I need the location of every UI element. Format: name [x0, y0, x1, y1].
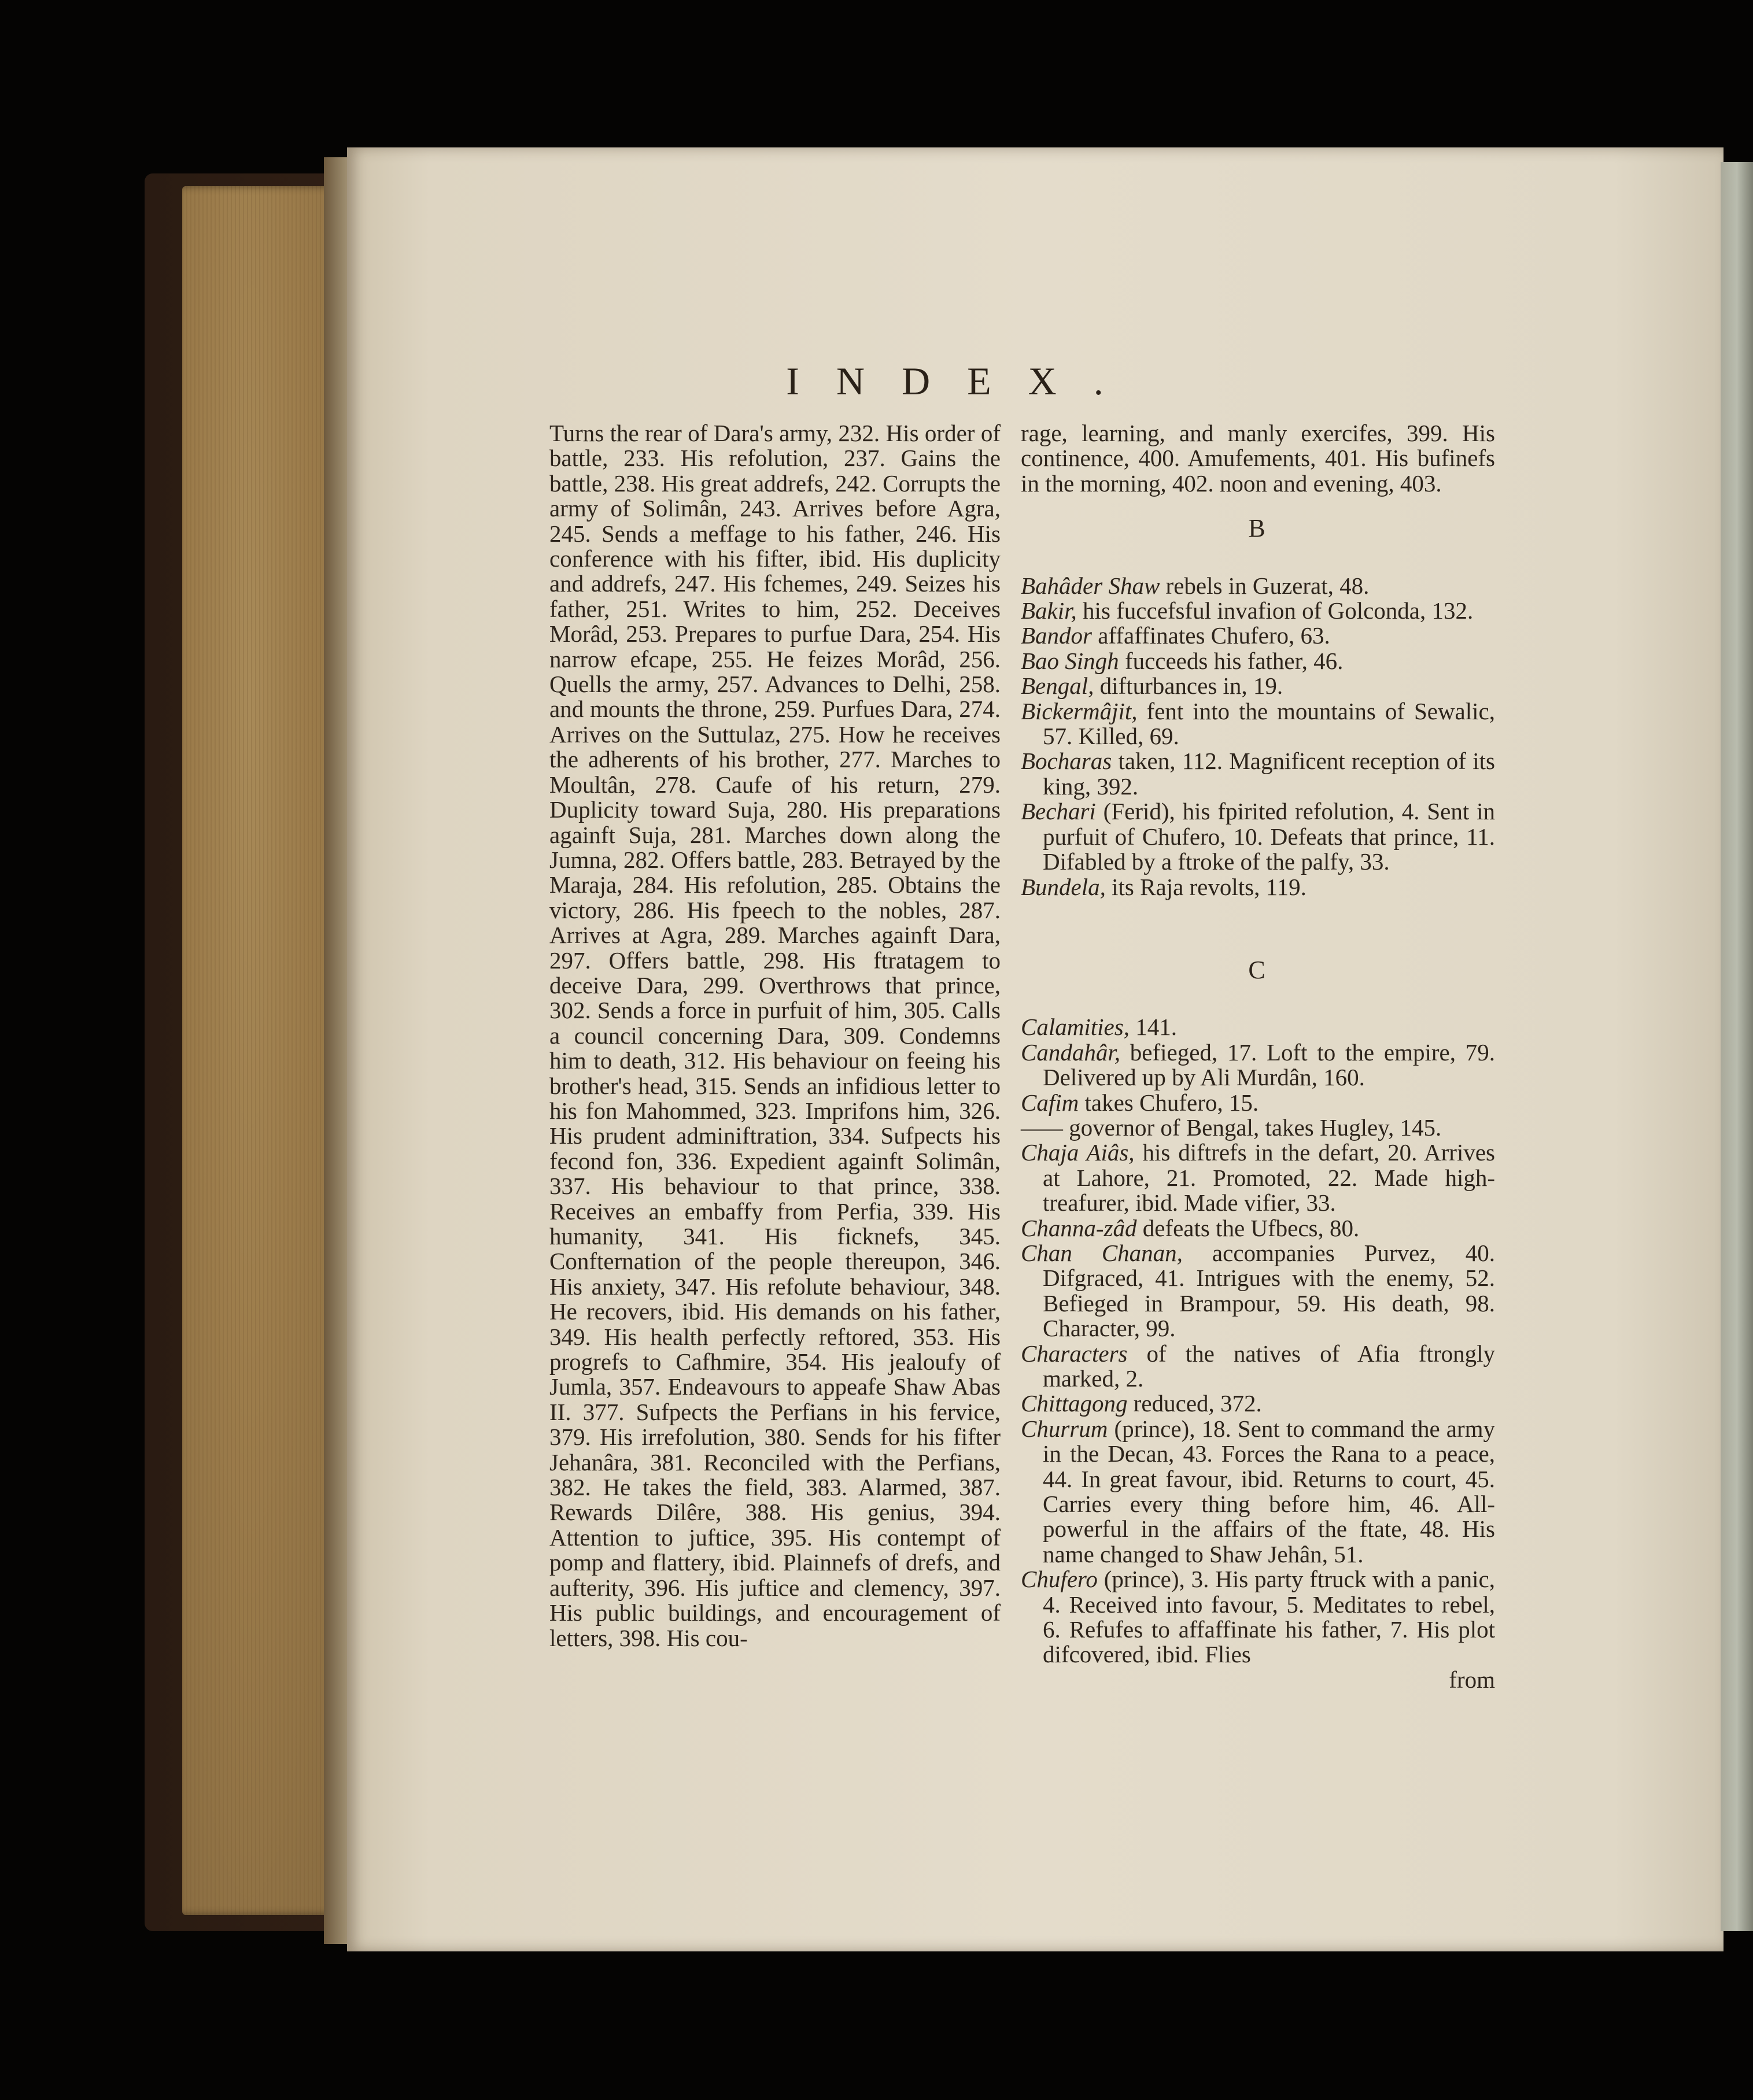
index-entry — [1021, 1417, 1495, 1567]
index-entry-text: his diftrefs in the defart, 20. Arrives at Lahore, 21. Promoted, 22. Made high-treafurer, ibid. Made vifier, 33. — [1043, 1139, 1496, 1217]
section-heading-c: C — [1248, 955, 1268, 984]
index-entry-term: Channa-zâd — [1021, 1214, 1137, 1241]
index-entry — [1021, 649, 1495, 674]
index-entry — [1021, 1015, 1495, 1040]
index-entry-text: affaffinates Chufero, 63. — [1092, 622, 1330, 649]
index-entry-term: Characters — [1021, 1340, 1128, 1367]
page-header: INDEX. — [786, 359, 1141, 403]
index-entry-text: (prince), 3. His party ftruck with a panic, 4. Received into favour, 5. Meditates to rebel, 6. Refufes to affaffinate his father, 7. His plot difcovered, ibid. Flies — [1043, 1566, 1495, 1668]
index-entry-text: its Raja revolts, 119. — [1105, 873, 1307, 900]
index-entry — [1021, 1391, 1495, 1416]
index-column-left — [549, 421, 1001, 1651]
index-entry — [1021, 1216, 1495, 1241]
index-entry-term: Churrum — [1021, 1415, 1108, 1442]
index-entry-term: Candahâr, — [1021, 1038, 1121, 1066]
index-entry-text: 141. — [1129, 1014, 1177, 1041]
index-entry-term: Chittagong — [1021, 1390, 1128, 1417]
index-entry-term: Bakir, — [1021, 597, 1077, 624]
left-column-text: Turns the rear of Dara's army, 232. His order of battle, 233. His refolution, 237. Gains the battle, 238. His great addrefs, 242. Corrupts the army of Solimân, 243. Arrives before Agra, 245. Sends a meffage to his father, 246. His conference with his fifter, ibid. His duplicity and addrefs, 247. His fchemes, 249. Seizes his father, 251. Writes to him, 252. Deceives Morâd, 253. Prepares to purfue Dara, 254. His narrow efcape, 255. He feizes Morâd, 256. Quells the army, 257. Advances to Delhi, 258. and mounts the throne, 259. Purfues Dara, 274. Arrives on the Suttulaz, 275. How he receives the adherents of his brother, 277. Marches to Moultân, 278. Caufe of his return, 279. Duplicity toward Suja, 280. His preparations againft Suja, 281. Marches down along the Jumna, 282. Offers battle, 283. Betrayed by the Maraja, 284. His refolution, 285. Obtains the victory, 286. His fpeech to the nobles, 287. Arrives at Agra, 289. Marches againft Dara, 297. Offers battle, 298. His ftratagem to deceive Dara, 299. Overthrows that prince, 302. Sends a force in purfuit of him, 305. Calls a council concerning Dara, 309. Condemns him to death, 312. His behaviour on feeing his brother's head, 315. Sends an infidious letter to his fon Mahommed, 323. Imprifons him, 326. His prudent adminiftration, 334. Sufpects his fecond fon, 336. Expedient againft Solimân, 337. His behaviour to that prince, 338. Receives an embaffy from Perfia, 339. His humanity, 341. His ficknefs, 345. Confternation of the people thereupon, 346. His anxiety, 347. His refolute behaviour, 348. He recovers, ibid. His demands on his father, 349. His health perfectly reftored, 353. His progrefs to Cafhmire, 354. His jealoufy of Jumla, 357. Endeavours to appeafe Shaw Abas II. 377. Sufpects the Perfians in his fervice, 379. His irrefolution, 380. Sends for his fifter Jehanâra, 381. Reconciled with the Perfians, 382. He takes the field, 383. Alarmed, 387. Rewards Dilêre, 388. His genius, 394. Attention to juftice, 395. His contempt of pomp and flattery, ibid. Plainnefs of drefs, and aufterity, 396. His juftice and clemency, 397. His public buildings, and encouragement of letters, 398. His cou- — [549, 420, 1001, 1651]
index-entry-text: fucceeds his father, 46. — [1119, 647, 1344, 674]
index-entry — [1021, 623, 1495, 648]
index-entry-text: his fuccefsful invafion of Golconda, 132. — [1076, 597, 1474, 624]
index-entry — [1021, 1040, 1495, 1090]
index-entry — [1021, 1341, 1495, 1392]
index-entry-text: (prince), 18. Sent to command the army in the Decan, 43. Forces the Rana to a peace, 44. In great favour, ibid. Returns to court, 45. Carries every thing before him, 46. All-powerful in the affairs of the ftate, 48. His name changed to Shaw Jehân, 51. — [1043, 1415, 1495, 1567]
index-entry-text: accompanies Purvez, 40. Difgraced, 41. Intrigues with the enemy, 52. Befieged in Brampour, 59. His death, 98. Character, 99. — [1043, 1239, 1495, 1342]
index-entry — [1021, 674, 1495, 698]
section-heading-b: B — [1248, 514, 1268, 543]
entries-b-list — [1021, 574, 1495, 900]
right-column-continuation: rage, learning, and manly exercifes, 399. His continence, 400. Amufements, 401. His bufinefs in the morning, 402. noon and evening, 403. — [1021, 420, 1495, 497]
index-entry-text: fent into the mountains of Sewalic, 57. Killed, 69. — [1043, 697, 1495, 750]
index-entry — [1021, 598, 1495, 623]
index-entry-text: reduced, 372. — [1127, 1390, 1262, 1417]
index-column-right — [1021, 421, 1495, 1692]
index-entry-term: Chaja Aiâs, — [1021, 1139, 1135, 1166]
index-entry-term: Bandor — [1021, 622, 1092, 649]
index-entry-term: Bengal, — [1021, 672, 1094, 700]
index-entry-term: —— — [1021, 1114, 1063, 1141]
index-entry — [1021, 1567, 1495, 1668]
index-entry-term: Chufero — [1021, 1566, 1098, 1593]
catchword: from — [1449, 1666, 1495, 1693]
index-entry-term: Bocharas — [1021, 748, 1112, 775]
index-entry — [1021, 1140, 1495, 1215]
index-entry-text: takes Chufero, 15. — [1079, 1089, 1259, 1116]
index-entry-text: (Ferid), his fpirited refolution, 4. Sent in purfuit of Chufero, 10. Defeats that prince, 11. Difabled by a ftroke of the palfy, 33. — [1043, 798, 1495, 875]
entries-c-list — [1021, 1015, 1495, 1668]
index-entry-term: Calamities, — [1021, 1014, 1130, 1041]
index-entry — [1021, 875, 1495, 900]
index-entry-term: Bundela, — [1021, 873, 1106, 900]
index-entry — [1021, 699, 1495, 749]
index-entry-text: difturbances in, 19. — [1094, 672, 1283, 700]
index-entry — [1021, 574, 1495, 598]
index-entry-term: Bahâder Shaw — [1021, 572, 1160, 599]
index-entry-term: Chan Chanan, — [1021, 1239, 1183, 1266]
index-entry-text: defeats the Ufbecs, 80. — [1136, 1214, 1360, 1241]
index-entry — [1021, 749, 1495, 799]
facing-page-edge — [1721, 162, 1753, 1931]
index-entry-text: taken, 112. Magnificent reception of its king, 392. — [1043, 748, 1495, 800]
index-entry-term: Bickermâjit, — [1021, 697, 1138, 724]
index-entry-text: befieged, 17. Loft to the empire, 79. Delivered up by Ali Murdân, 160. — [1043, 1038, 1495, 1091]
index-entry-text: governor of Bengal, takes Hugley, 145. — [1062, 1114, 1442, 1141]
index-entry — [1021, 1241, 1495, 1341]
index-entry-term: Bechari — [1021, 798, 1096, 825]
index-entry — [1021, 799, 1495, 874]
index-entry — [1021, 1090, 1495, 1115]
index-entry-text: rebels in Guzerat, 48. — [1160, 572, 1370, 599]
index-entry-term: Bao Singh — [1021, 647, 1119, 674]
index-entry-term: Cafim — [1021, 1089, 1079, 1116]
index-entry — [1021, 1115, 1495, 1140]
index-entry-text: of the natives of Afia ftrongly marked, 2. — [1043, 1340, 1495, 1392]
